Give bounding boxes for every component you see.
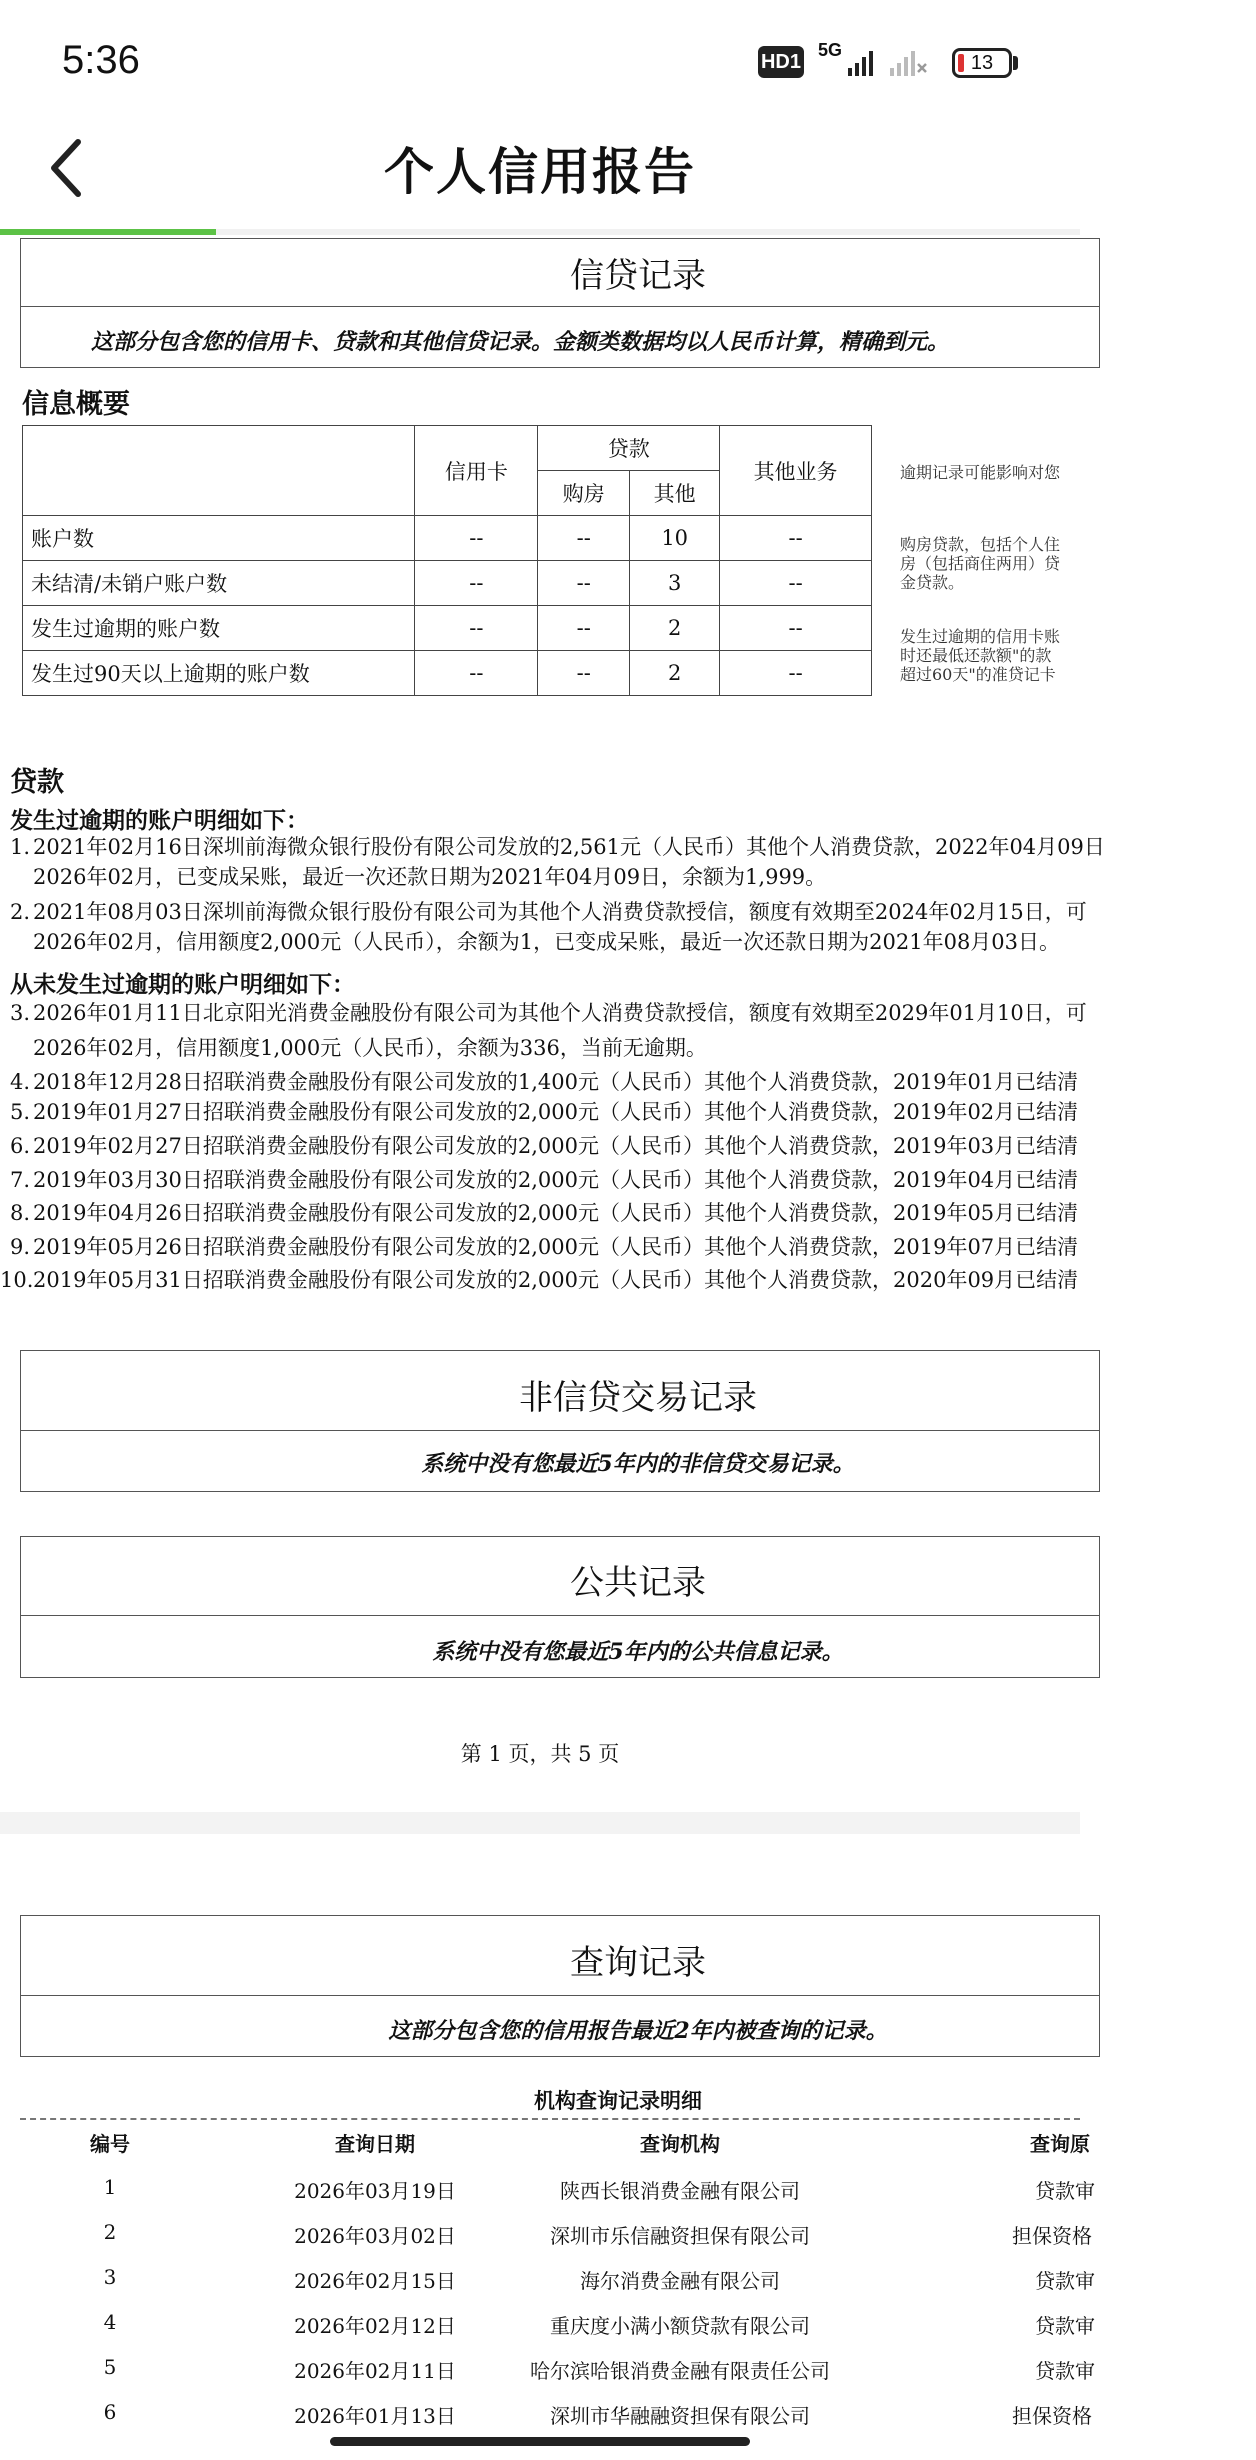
- query-row-num: 3: [103, 2265, 117, 2289]
- cell: 2: [630, 606, 720, 651]
- status-time: 5:36: [62, 38, 140, 82]
- page-number: 第 1 页，共 5 页: [460, 1742, 620, 1766]
- cell: 2: [630, 651, 720, 696]
- col-reason: 查询原: [1030, 2132, 1090, 2156]
- loan-item: 2026年01月11日北京阳光消费金融股份有限公司为其他个人消费贷款授信，额度有效期至2029年01月10日，可: [33, 1001, 1087, 1025]
- query-row-org: 深圳市华融融资担保有限公司: [550, 2404, 810, 2428]
- side-note: 发生过逾期的信用卡账: [900, 627, 1061, 646]
- row-label: 未结清/未销户账户数: [23, 561, 415, 606]
- query-row-date: 2026年02月12日: [294, 2314, 456, 2338]
- cell: --: [415, 516, 538, 561]
- side-note: 逾期记录可能影响对您: [900, 463, 1061, 482]
- col-loan: 贷款: [538, 426, 720, 471]
- non-credit-title: 非信贷交易记录: [519, 1379, 757, 1417]
- query-row-num: 2: [103, 2220, 117, 2244]
- loan-item-number: 7.: [10, 1168, 31, 1192]
- col-date: 查询日期: [335, 2132, 415, 2156]
- loan-item: 2019年05月31日招联消费金融股份有限公司发放的2,000元（人民币）其他个人消费贷款，2020年09月已结清: [33, 1268, 1079, 1292]
- divider: [20, 1995, 1100, 1996]
- divider: [20, 1430, 1100, 1431]
- col-housing: 购房: [538, 471, 630, 516]
- battery-level: [958, 54, 964, 72]
- query-row-reason: 贷款审: [1035, 2179, 1095, 2203]
- loan-item: 2019年02月27日招联消费金融股份有限公司发放的2,000元（人民币）其他个人消费贷款，2019年03月已结清: [33, 1134, 1079, 1158]
- table-row: [23, 516, 872, 561]
- loan-item-cont: 2026年02月，信用额度1,000元（人民币），余额为336，当前无逾期。: [33, 1036, 707, 1060]
- loan-item-number: 10.: [0, 1268, 34, 1292]
- loan-item-number: 6.: [10, 1134, 31, 1158]
- loan-item: 2018年12月28日招联消费金融股份有限公司发放的1,400元（人民币）其他个人消费贷款，2019年01月已结清: [33, 1070, 1079, 1094]
- battery-tip: [1013, 56, 1018, 70]
- loan-item: 2021年08月03日深圳前海微众银行股份有限公司为其他个人消费贷款授信，额度有效期至2024年02月15日，可: [33, 900, 1087, 924]
- loan-item-number: 9.: [10, 1235, 31, 1259]
- page-separator: [0, 1812, 1080, 1834]
- non-credit-note: 系统中没有您最近5年内的非信贷交易记录。: [421, 1451, 855, 1477]
- query-row-date: 2026年02月15日: [294, 2269, 456, 2293]
- cell: --: [720, 606, 872, 651]
- side-note: 购房贷款，包括个人住: [900, 535, 1061, 554]
- cell: --: [720, 516, 872, 561]
- scroll-progress-bar: [0, 229, 216, 235]
- side-note: 房（包括商住两用）贷: [900, 554, 1061, 573]
- cell: 10: [630, 516, 720, 561]
- table-row: [23, 561, 872, 606]
- signal-icon: [848, 48, 944, 80]
- never-overdue-heading: 从未发生过逾期的账户明细如下：: [10, 971, 355, 997]
- cell: --: [538, 606, 630, 651]
- cell: --: [720, 561, 872, 606]
- loan-item-number: 1.: [10, 835, 31, 859]
- query-row-reason: 贷款审: [1035, 2314, 1095, 2338]
- network-label: 5G: [818, 40, 843, 60]
- side-note: 超过60天"的准贷记卡: [900, 665, 1056, 684]
- query-row-num: 6: [103, 2400, 117, 2424]
- loan-item-number: 5.: [10, 1100, 31, 1124]
- cell: --: [538, 651, 630, 696]
- query-row-num: 1: [103, 2175, 117, 2199]
- query-record-title: 查询记录: [570, 1944, 706, 1982]
- row-label: 发生过90天以上逾期的账户数: [23, 651, 415, 696]
- query-row-date: 2026年02月11日: [294, 2359, 456, 2383]
- side-note: 时还最低还款额"的款: [900, 646, 1052, 665]
- table-row: [23, 651, 872, 696]
- col-other: 其他: [630, 471, 720, 516]
- loan-item: 2021年02月16日深圳前海微众银行股份有限公司发放的2,561元（人民币）其他个人消费贷款，2022年04月09日: [33, 835, 1105, 859]
- cell: --: [720, 651, 872, 696]
- divider: [20, 306, 1100, 307]
- credit-record-note: 这部分包含您的信用卡、贷款和其他信贷记录。金额类数据均以人民币计算，精确到元。: [90, 329, 949, 355]
- table-row: [23, 606, 872, 651]
- overview-table: [22, 425, 872, 696]
- query-row-org: 海尔消费金融有限公司: [580, 2269, 780, 2293]
- overdue-heading: 发生过逾期的账户明细如下：: [10, 807, 309, 833]
- query-row-org: 陕西长银消费金融有限公司: [560, 2179, 800, 2203]
- query-row-org: 哈尔滨哈银消费金融有限责任公司: [530, 2359, 830, 2383]
- page-title: 个人信用报告: [384, 144, 696, 200]
- loan-item-number: 4.: [10, 1070, 31, 1094]
- loan-item-cont: 2026年02月，已变成呆账，最近一次还款日期为2021年04月09日，余额为1,999。: [33, 865, 827, 889]
- query-row-reason: 担保资格: [1012, 2404, 1092, 2428]
- credit-record-title: 信贷记录: [570, 257, 706, 295]
- loan-item-cont: 2026年02月，信用额度2,000元（人民币），余额为1，已变成呆账，最近一次还款日期为2021年08月03日。: [33, 930, 1061, 954]
- overview-heading: 信息概要: [22, 389, 130, 419]
- dashed-divider: [20, 2118, 1080, 2120]
- row-label: 账户数: [23, 516, 415, 561]
- col-num: 编号: [90, 2132, 130, 2156]
- cell: 3: [630, 561, 720, 606]
- query-row-reason: 贷款审: [1035, 2359, 1095, 2383]
- col-org: 查询机构: [640, 2132, 720, 2156]
- query-row-date: 2026年03月19日: [294, 2179, 456, 2203]
- col-credit-card: 信用卡: [415, 426, 538, 516]
- cell: --: [538, 561, 630, 606]
- query-row-date: 2026年01月13日: [294, 2404, 456, 2428]
- divider: [20, 1615, 1100, 1616]
- cell: --: [415, 651, 538, 696]
- row-label: 发生过逾期的账户数: [23, 606, 415, 651]
- cell: --: [415, 606, 538, 651]
- col-other-business: 其他业务: [720, 426, 872, 516]
- home-indicator[interactable]: [330, 2437, 750, 2446]
- query-row-org: 深圳市乐信融资担保有限公司: [550, 2224, 810, 2248]
- cell: --: [538, 516, 630, 561]
- hd-badge: HD1: [758, 46, 804, 78]
- query-detail-heading: 机构查询记录明细: [534, 2088, 702, 2113]
- side-note: 金贷款。: [900, 573, 965, 592]
- public-record-title: 公共记录: [570, 1564, 706, 1602]
- query-record-note: 这部分包含您的信用报告最近2年内被查询的记录。: [388, 2018, 888, 2044]
- loan-item: 2019年05月26日招联消费金融股份有限公司发放的2,000元（人民币）其他个人消费贷款，2019年07月已结清: [33, 1235, 1079, 1259]
- loans-heading: 贷款: [10, 767, 64, 797]
- table-corner: [23, 426, 415, 516]
- query-row-date: 2026年03月02日: [294, 2224, 456, 2248]
- query-row-num: 5: [103, 2355, 117, 2379]
- cell: --: [415, 561, 538, 606]
- loan-item: 2019年03月30日招联消费金融股份有限公司发放的2,000元（人民币）其他个人消费贷款，2019年04月已结清: [33, 1168, 1079, 1192]
- query-row-reason: 担保资格: [1012, 2224, 1092, 2248]
- loan-item-number: 8.: [10, 1201, 31, 1225]
- query-row-org: 重庆度小满小额贷款有限公司: [550, 2314, 810, 2338]
- loan-item: 2019年04月26日招联消费金融股份有限公司发放的2,000元（人民币）其他个人消费贷款，2019年05月已结清: [33, 1201, 1079, 1225]
- query-row-num: 4: [103, 2310, 117, 2334]
- loan-item-number: 3.: [10, 1001, 31, 1025]
- loan-item: 2019年01月27日招联消费金融股份有限公司发放的2,000元（人民币）其他个人消费贷款，2019年02月已结清: [33, 1100, 1079, 1124]
- public-record-note: 系统中没有您最近5年内的公共信息记录。: [432, 1639, 844, 1665]
- query-row-reason: 贷款审: [1035, 2269, 1095, 2293]
- battery-icon: 13: [952, 48, 1012, 78]
- loan-item-number: 2.: [10, 900, 31, 924]
